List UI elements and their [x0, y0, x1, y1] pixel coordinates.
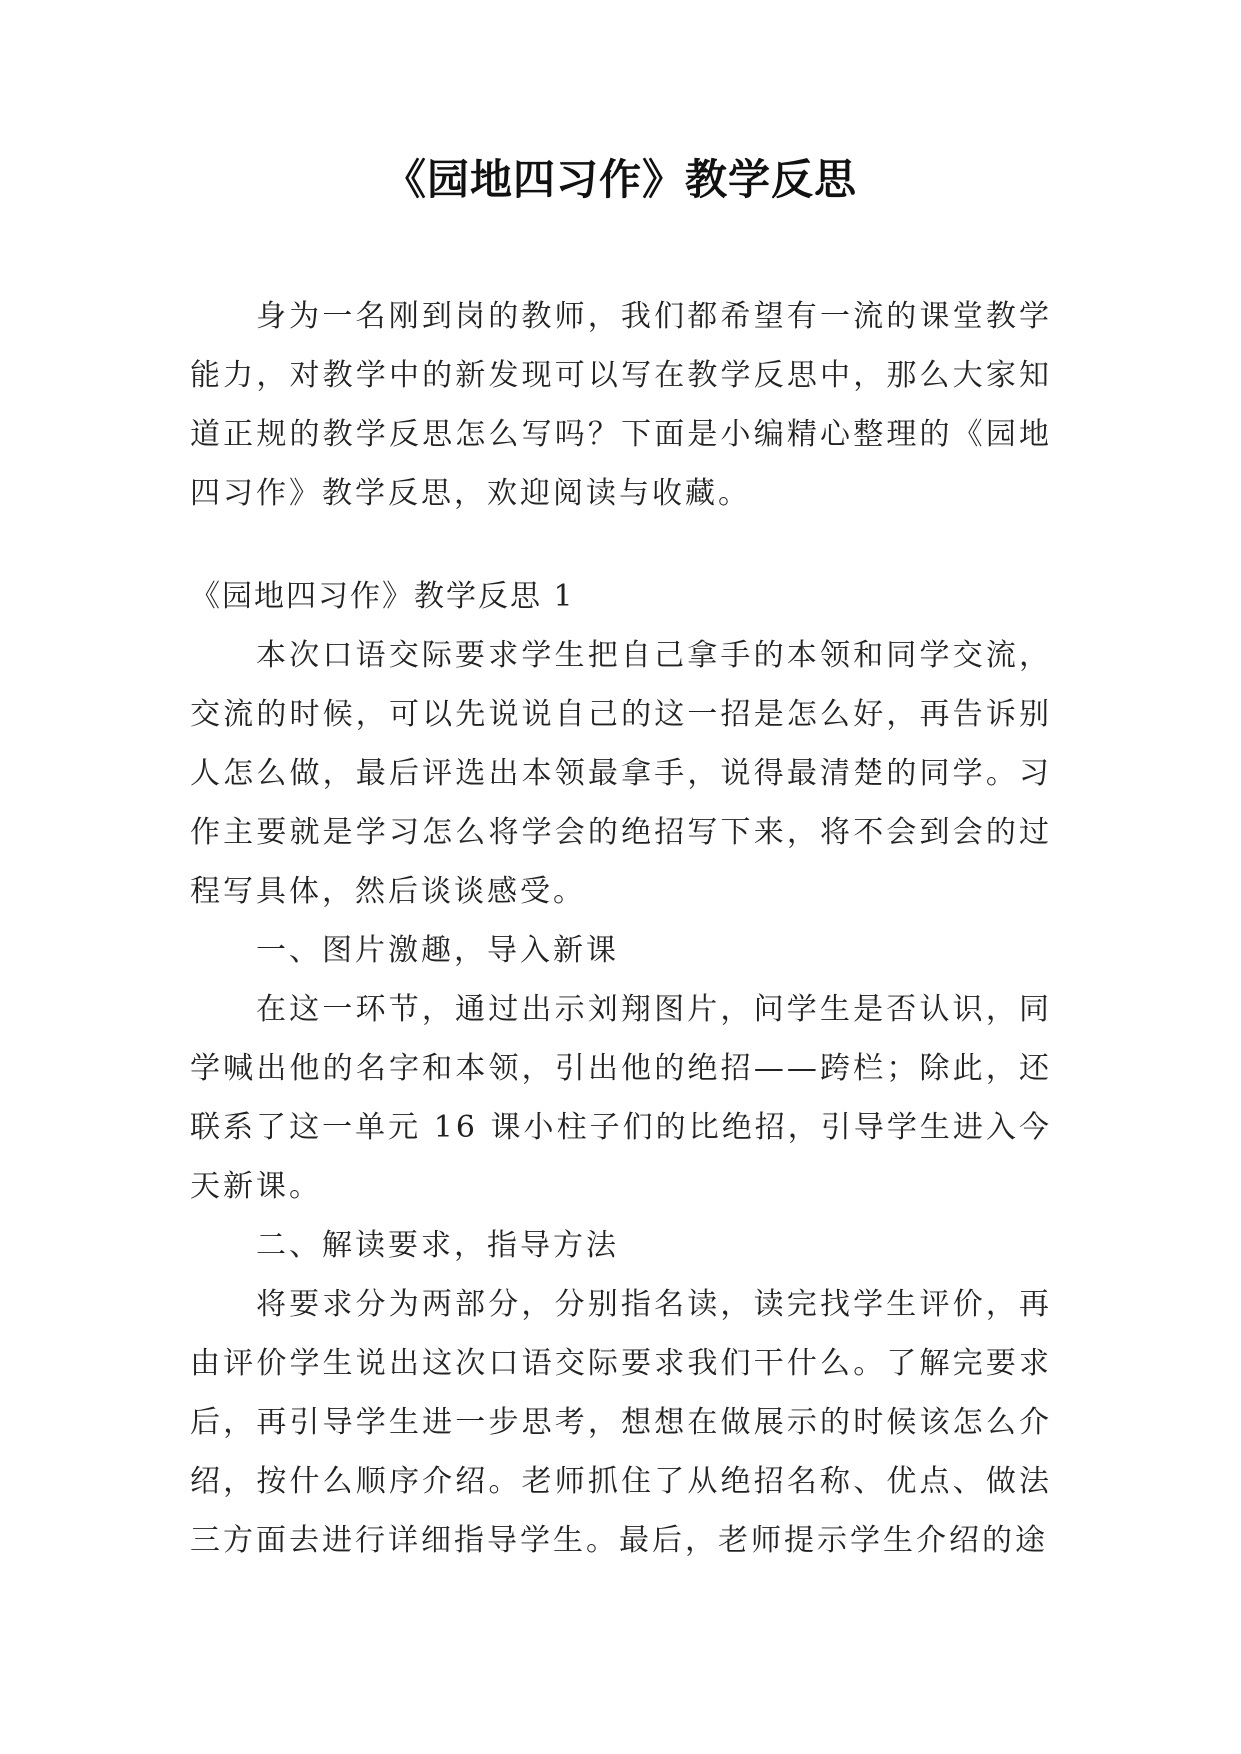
subheading: 二、解读要求，指导方法	[256, 1228, 619, 1263]
intro-paragraph: 身为一名刚到岗的教师，我们都希望有一流的课堂教学能力，对教学中的新发现可以写在教学反思中，那么大家知道正规的教学反思怎么写吗？下面是小编精心整理的《园地四习作》教学反思，欢迎阅读与收藏。	[190, 299, 1052, 511]
body-paragraph: 将要求分为两部分，分别指名读，读完找学生评价，再由评价学生说出这次口语交际要求我们干什么。了解完要求后，再引导学生进一步思考，想想在做展示的时候该怎么介绍，按什么顺序介绍。老师抓住了从绝招名称、优点、做法三方面去进行详细指导学生。最后，老师提示学生介绍的途	[190, 1287, 1052, 1558]
subheading: 一、图片激趣，导入新课	[256, 933, 619, 968]
document-body	[190, 287, 1052, 1570]
body-paragraph: 在这一环节，通过出示刘翔图片，问学生是否认识，同学喊出他的名字和本领，引出他的绝招——跨栏；除此，还联系了这一单元 16 课小柱子们的比绝招，引导学生进入今天新课。	[190, 992, 1052, 1204]
document-title: 《园地四习作》教学反思	[383, 155, 857, 204]
body-paragraph: 本次口语交际要求学生把自己拿手的本领和同学交流，交流的时候，可以先说说自己的这一招是怎么好，再告诉别人怎么做，最后评选出本领最拿手，说得最清楚的同学。习作主要就是学习怎么将学会的绝招写下来，将不会到会的过程写具体，然后谈谈感受。	[190, 638, 1052, 909]
section-title: 《园地四习作》教学反思 1	[190, 579, 575, 614]
